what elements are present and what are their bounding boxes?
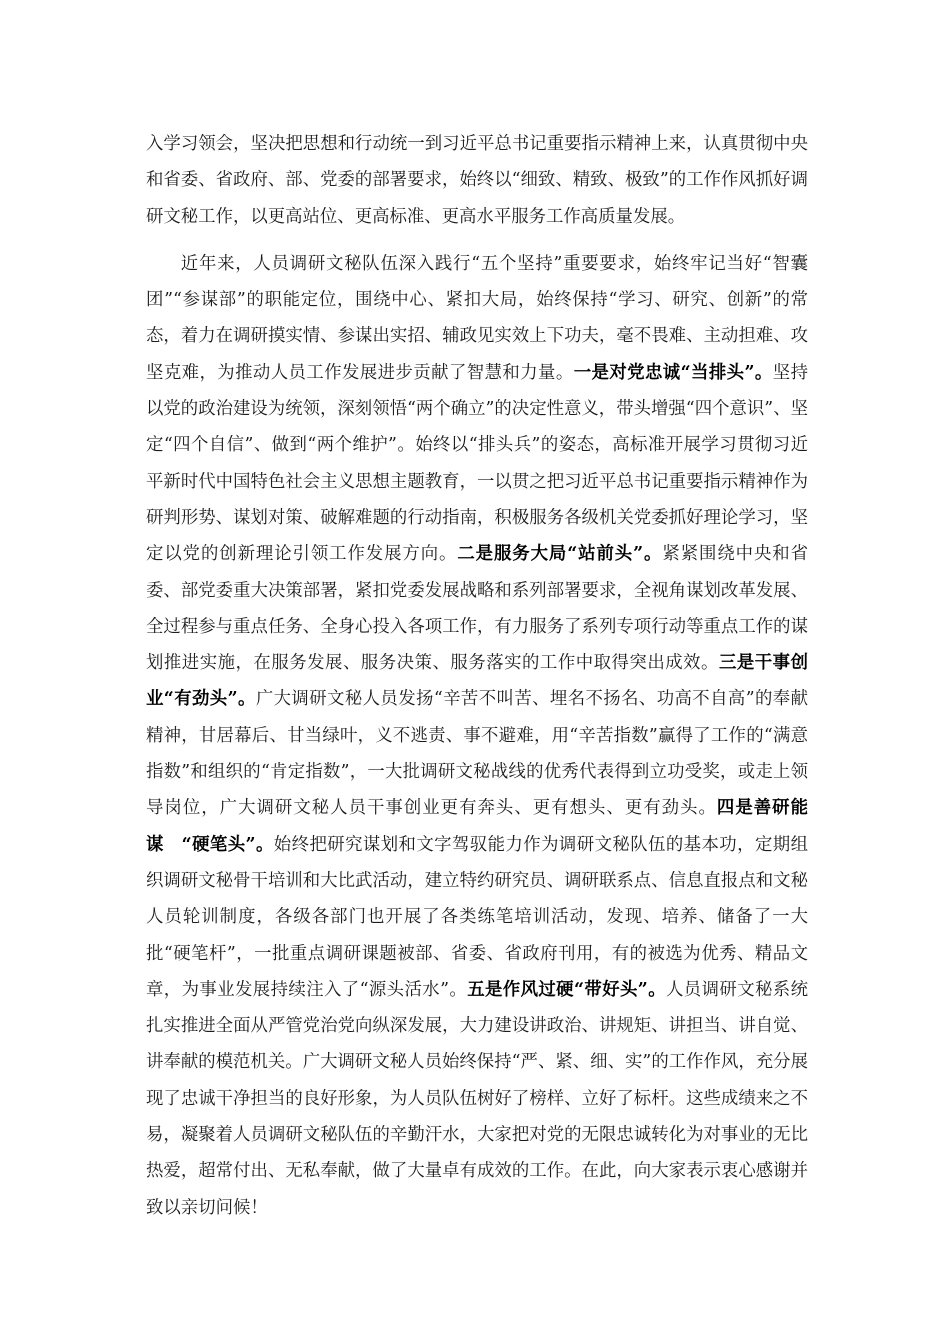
paragraph-1 — [146, 126, 808, 235]
point-1-heading: 一是对党忠诚“当排头”。 — [573, 362, 773, 383]
point-4-heading: 四是善研能谋 “硬笔头”。 — [146, 798, 808, 855]
point-3-heading: 三是干事创业“有劲头”。 — [146, 653, 808, 710]
point-1-text: 坚持以党的政治建设为统领，深刻领悟“两个确立”的决定性意义，带头增强“四个意识”、坚定“四个自信”、做到“两个维护”。始终以“排头兵”的姿态，高标准开展学习贯彻习近平新时代中国特色社会主义思想主题教育，一以贯之把习近平总书记重要指示精神作为研判形势、谋划对策、破解难题的行动指南，积极服务各级机关党委抓好理论学习，坚定以党的创新理论引领工作发展方向。 — [146, 362, 808, 565]
point-5-text: 人员调研文秘系统扎实推进全面从严管党治党向纵深发展，大力建设讲政治、讲规矩、讲担当、讲自觉、讲奉献的模范机关。广大调研文秘人员始终保持“严、紧、细、实”的工作作风，充分展现了忠诚干净担当的良好形象，为人员队伍树好了榜样、立好了标杆。这些成绩来之不易，凝聚着人员调研文秘队伍的辛勤汗水，大家把对党的无限忠诚转化为对事业的无比热爱，超常付出、无私奉献，做了大量卓有成效的工作。在此，向大家表示衷心感谢并致以亲切问候！ — [146, 979, 808, 1218]
document-body — [146, 126, 808, 1226]
paragraph-2 — [146, 246, 808, 1226]
point-5-heading: 五是作风过硬“带好头”。 — [467, 979, 666, 1000]
point-2-heading: 二是服务大局“站前头”。 — [457, 544, 663, 565]
paragraph-text: 近年来，人员调研文秘队伍深入践行“五个坚持”重要要求，始终牢记当好“智囊团”“参谋部”的职能定位，围绕中心、紧扣大局，始终保持“学习、研究、创新”的常态，着力在调研摸实情、参谋出实招、辅政见实效上下功夫，毫不畏难、主动担难、攻坚克难，为推动人员工作发展进步贡献了智慧和力量。 — [146, 253, 808, 383]
point-2-text: 紧紧围绕中央和省委、部党委重大决策部署，紧扣党委发展战略和系列部署要求，全视角谋划改革发展、全过程参与重点任务、全身心投入各项工作，有力服务了系列专项行动等重点工作的谋划推进实施，在服务发展、服务决策、服务落实的工作中取得突出成效。 — [146, 544, 808, 674]
point-3-text: 广大调研文秘人员发扬“辛苦不叫苦、埋名不扬名、功高不自高”的奉献精神，甘居幕后、甘当绿叶，义不逃责、事不避难，用“辛苦指数”赢得了工作的“满意指数”和组织的“肯定指数”，一大批调研文秘战线的优秀代表得到立功受奖，或走上领导岗位，广大调研文秘人员干事创业更有奔头、更有想头、更有劲头。 — [146, 689, 808, 819]
point-4-text: 始终把研究谋划和文字驾驭能力作为调研文秘队伍的基本功，定期组织调研文秘骨干培训和大比武活动，建立特约研究员、调研联系点、信息直报点和文秘人员轮训制度，各级各部门也开展了各类练笔培训活动，发现、培养、储备了一大批“硬笔杆”，一批重点调研课题被部、省委、省政府刊用，有的被选为优秀、精品文章，为事业发展持续注入了“源头活水”。 — [146, 834, 808, 1000]
paragraph-text: 入学习领会，坚决把思想和行动统一到习近平总书记重要指示精神上来，认真贯彻中央和省委、省政府、部、党委的部署要求，始终以“细致、精致、极致”的工作作风抓好调研文秘工作，以更高站位、更高标准、更高水平服务工作高质量发展。 — [146, 134, 808, 227]
